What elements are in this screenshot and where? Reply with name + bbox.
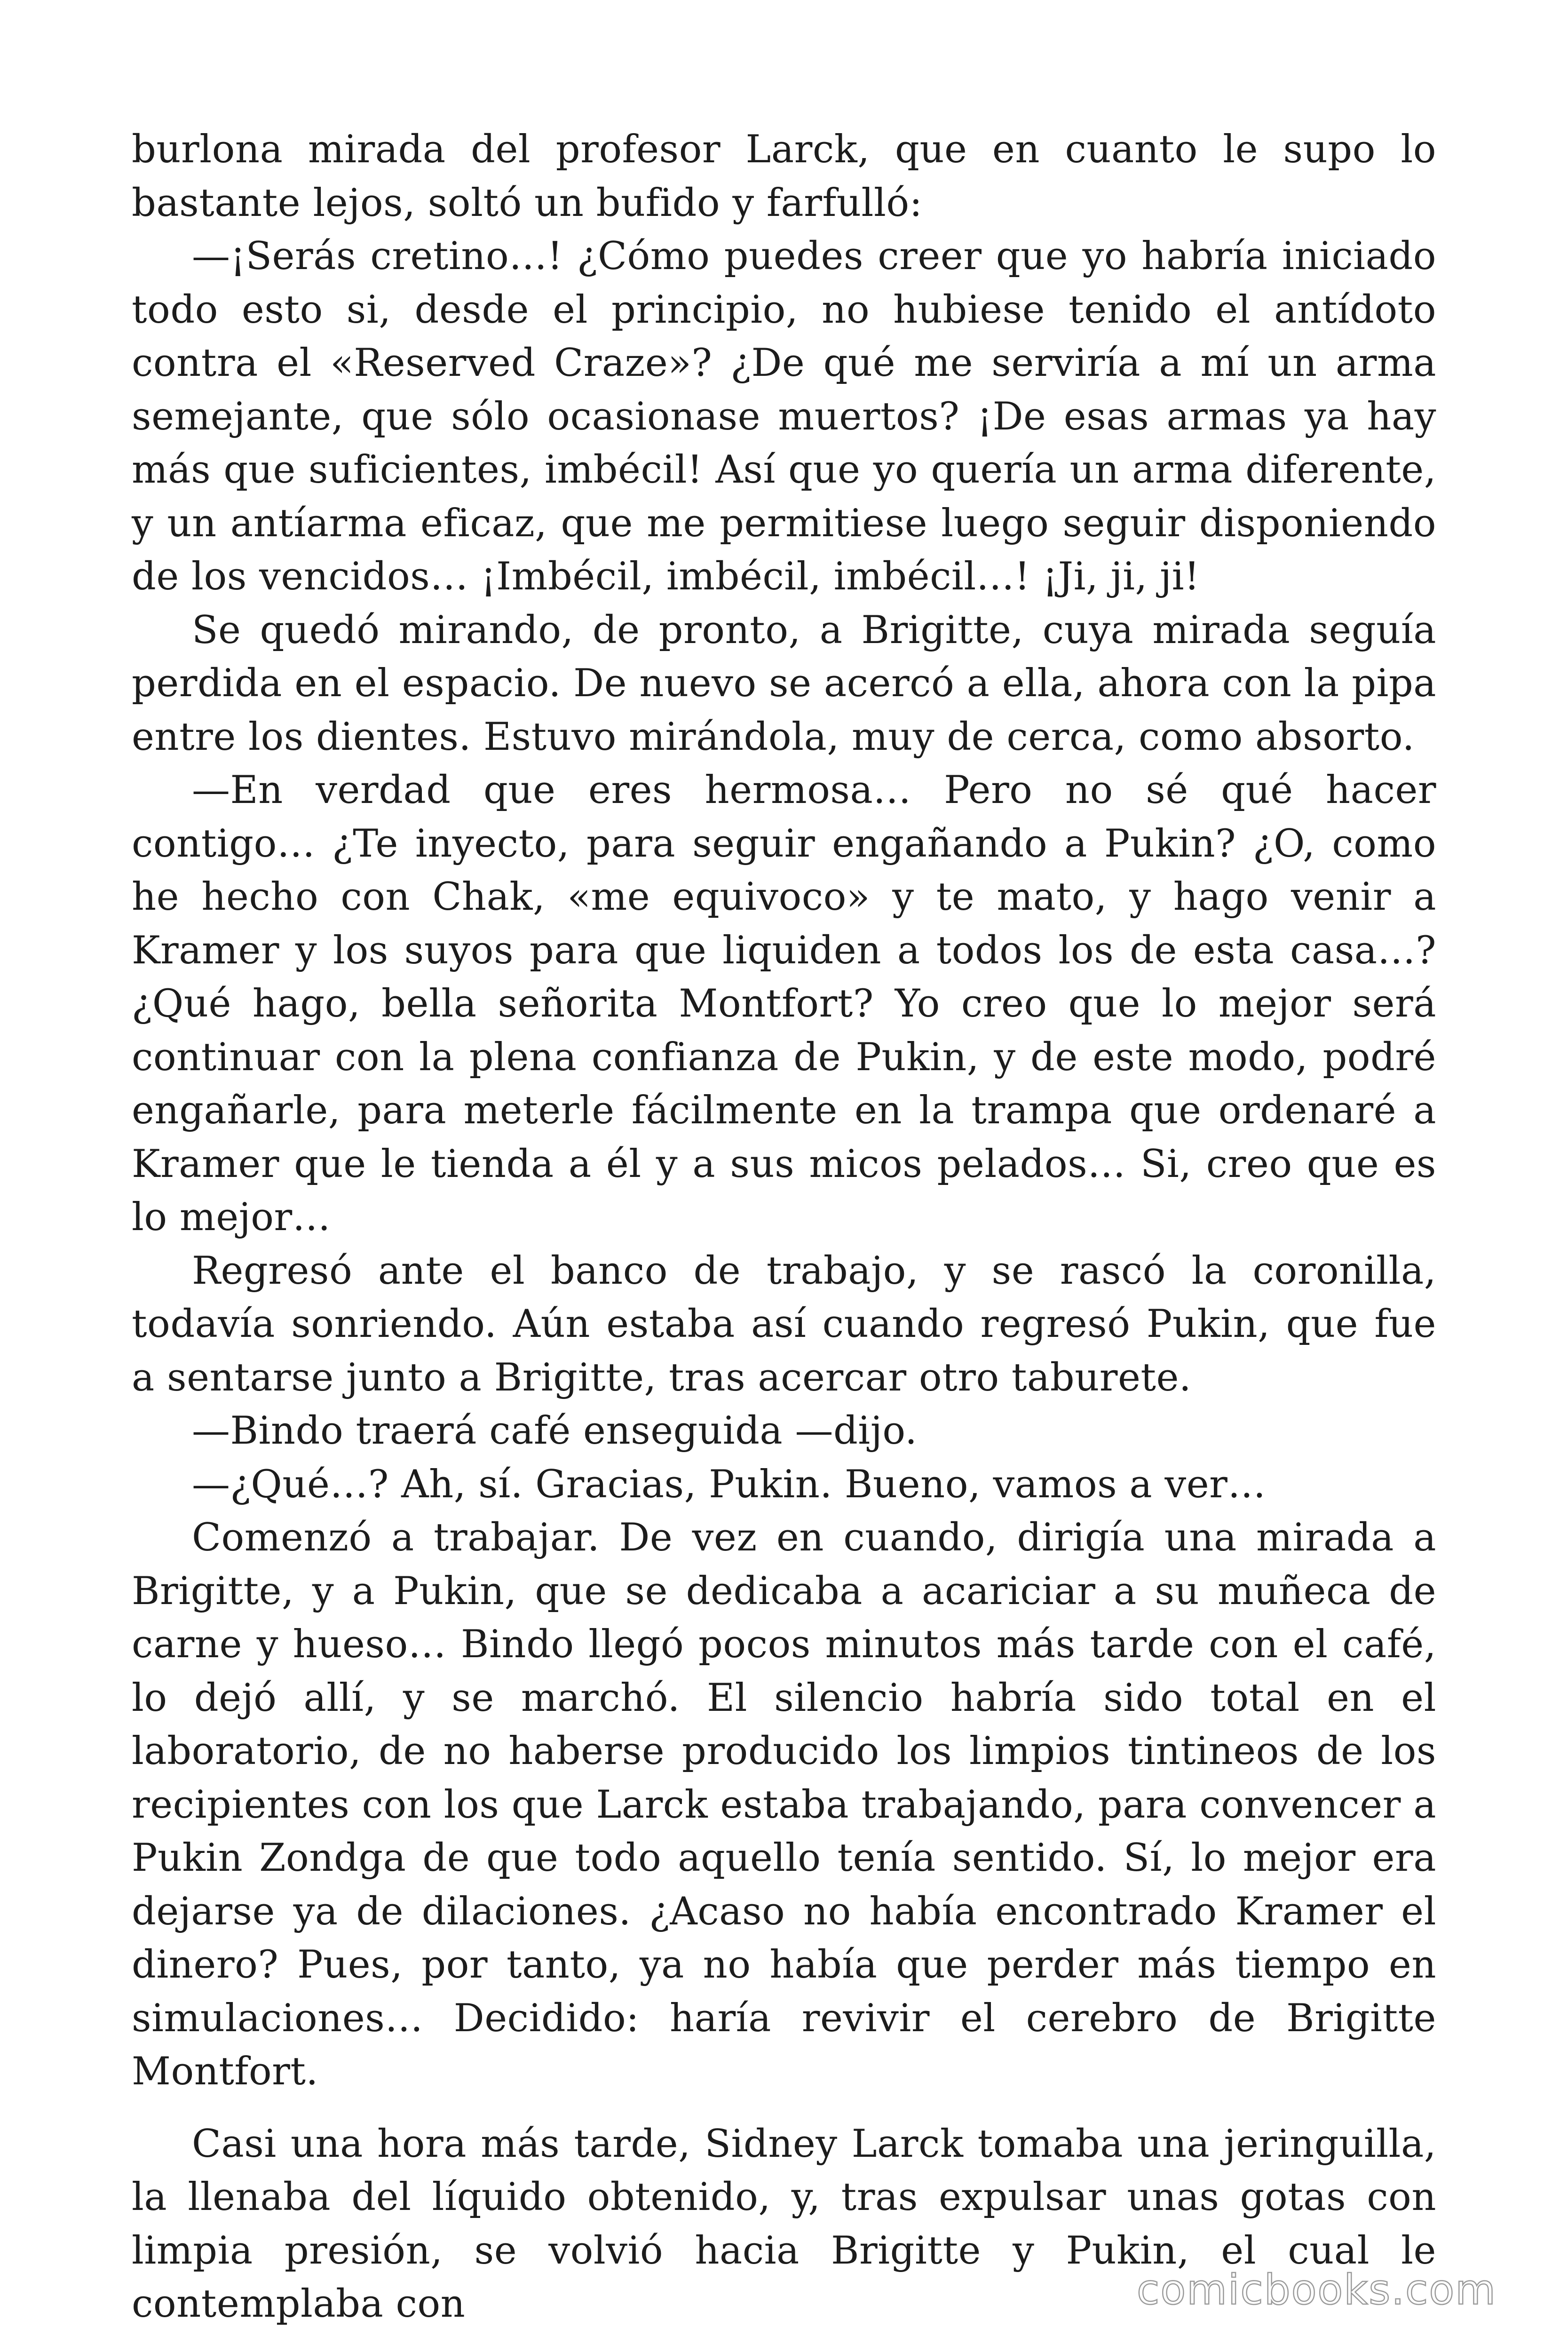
paragraph-dialogue-pukin: —Bindo traerá café enseguida —dijo.	[192, 1409, 918, 1453]
watermark-logo: comicbooks.com	[1136, 2265, 1497, 2314]
paragraph-narration-3: Comenzó a trabajar. De vez en cuando, dirigía una mirada a Brigitte, y a Pukin, que se dedicaba a acariciar a su muñeca de carne y hueso… Bindo llegó pocos minutos más tarde con el café, lo dejó allí, y se marchó. El silencio habría sido total en el laboratorio, de no haberse producido los limpios tintineos de los recipientes con los que Larck estaba trabajando, para convencer a Pukin Zondga de que todo aquello tenía sentido. Sí, lo mejor era dejarse ya de dilaciones. ¿Acaso no había encontrado Kramer el dinero? Pues, por tanto, ya no había que perder más tiempo en simulaciones… Decidido: haría revivir el cerebro de Brigitte Montfort.	[132, 1516, 1436, 2094]
paragraph-continued: burlona mirada del profesor Larck, que en cuanto le supo lo bastante lejos, soltó un bufido y farfulló:	[132, 127, 1436, 225]
paragraph-narration: Se quedó mirando, de pronto, a Brigitte, cuya mirada seguía perdida en el espacio. De nuevo se acercó a ella, ahora con la pipa entre los dientes. Estuvo mirándola, muy de cerca, como absorto.	[132, 608, 1436, 759]
paragraph-dialogue-larck-3: —¿Qué…? Ah, sí. Gracias, Pukin. Bueno, vamos a ver…	[192, 1462, 1266, 1507]
book-page-text	[132, 123, 1436, 2331]
paragraph-narration-2: Regresó ante el banco de trabajo, y se rascó la coronilla, todavía sonriendo. Aún estaba así cuando regresó Pukin, que fue a sentarse junto a Brigitte, tras acercar otro taburete.	[132, 1248, 1436, 1400]
paragraph-dialogue-larck: —¡Serás cretino…! ¿Cómo puedes creer que yo habría iniciado todo esto si, desde el principio, no hubiese tenido el antídoto contra el «Reserved Craze»? ¿De qué me serviría a mí un arma semejante, que sólo ocasionase muertos? ¡De esas armas ya hay más que suficientes, imbécil! Así que yo quería un arma diferente, y un antíarma eficaz, que me permitiese luego seguir disponiendo de los vencidos… ¡Imbécil, imbécil, imbécil…! ¡Ji, ji, ji!	[132, 234, 1436, 599]
paragraph-narration-4: Casi una hora más tarde, Sidney Larck tomaba una jeringuilla, la llenaba del líquido obtenido, y, tras expulsar unas gotas con limpia presión, se volvió hacia Brigitte y Pukin, el cual le contemplaba con	[132, 2122, 1436, 2326]
paragraph-dialogue-larck-2: —En verdad que eres hermosa… Pero no sé qué hacer contigo… ¿Te inyecto, para seguir engañando a Pukin? ¿O, como he hecho con Chak, «me equivoco» y te mato, y hago venir a Kramer y los suyos para que liquiden a todos los de esta casa…? ¿Qué hago, bella señorita Montfort? Yo creo que lo mejor será continuar con la plena confianza de Pukin, y de este modo, podré engañarle, para meterle fácilmente en la trampa que ordenaré a Kramer que le tienda a él y a sus micos pelados… Si, creo que es lo mejor…	[132, 768, 1436, 1240]
